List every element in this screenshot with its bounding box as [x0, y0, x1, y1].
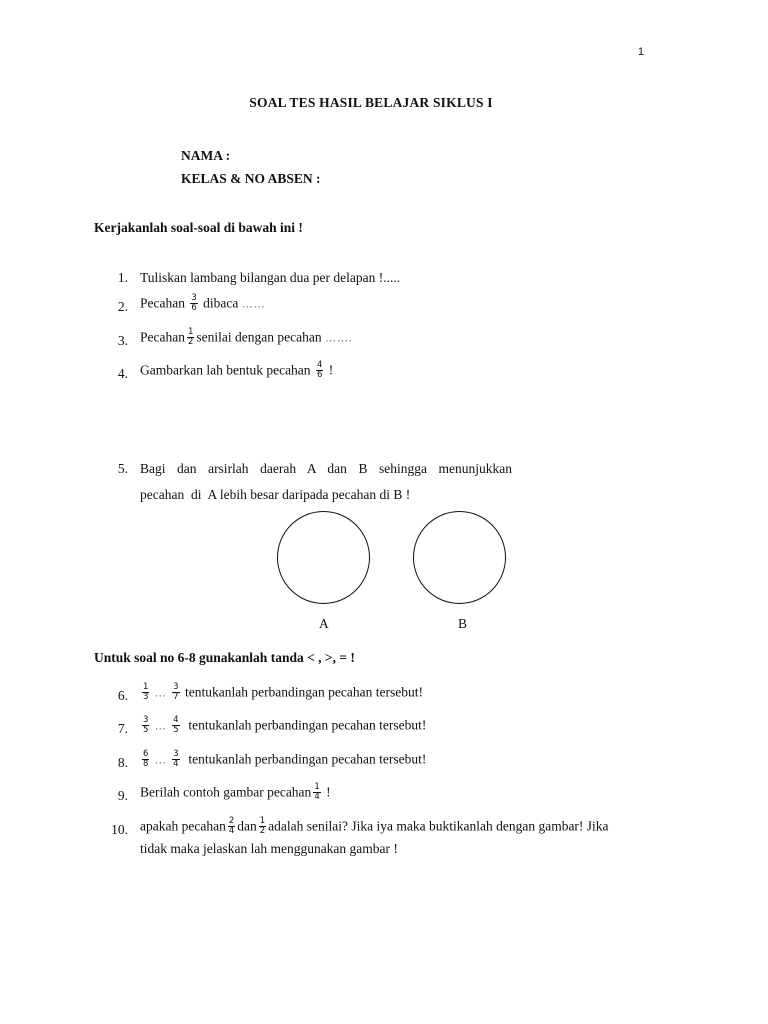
text-segment: adalah senilai? Jika iya maka buktikanlah dengan gambar! Jika [268, 818, 609, 834]
text-segment: senilai dengan pecahan [196, 329, 322, 345]
numerator: 1 [187, 327, 194, 337]
fraction-right [172, 683, 179, 702]
circle-a [277, 511, 370, 604]
fraction-left [142, 716, 149, 735]
question-text-line-2: tidak maka jelaskan lah menggunakan gambar ! [140, 841, 398, 856]
question-text: Bagi dan arsirlah daerah A dan B sehingga menunjukkan [140, 461, 512, 476]
question-text-line-2: pecahan di A lebih besar daripada pecahan di B ! [140, 487, 411, 502]
numerator: 1 [143, 682, 149, 692]
text-segment: ! [326, 784, 331, 800]
question-number: 1. [117, 270, 128, 285]
fraction-right [259, 817, 266, 836]
numerator: 6 [143, 749, 149, 759]
instruction-2: Untuk soal no 6-8 gunakanlah tanda < , >, = ! [94, 650, 355, 665]
denominator: 8 [143, 759, 149, 769]
question-number: 6. [117, 688, 128, 703]
fraction [187, 328, 194, 347]
fraction-right [172, 750, 179, 769]
denominator: 6 [316, 370, 323, 380]
compare-dots: … [154, 687, 167, 700]
question-number: 2. [117, 299, 128, 314]
question-text [140, 751, 426, 770]
text-segment: tentukanlah perbandingan pecahan tersebut! [188, 751, 427, 767]
fraction-left [228, 817, 235, 836]
question-text [140, 329, 353, 348]
text-segment: Pecahan [140, 329, 185, 345]
text-segment: Gambarkan lah bentuk pecahan [140, 362, 311, 378]
denominator: 5 [173, 725, 179, 735]
denominator: 6 [191, 303, 197, 313]
text-segment: tentukanlah perbandingan pecahan tersebut! [184, 684, 423, 700]
question-text [140, 362, 333, 381]
question-number: 5. [117, 461, 128, 476]
question-text [140, 295, 266, 314]
class-label: KELAS & NO ABSEN : [181, 171, 321, 186]
text-segment: Pecahan [140, 295, 185, 311]
question-number: 4. [117, 366, 128, 381]
numerator: 4 [173, 715, 179, 725]
fraction [316, 361, 323, 380]
question-text [140, 717, 426, 736]
numerator: 4 [316, 360, 323, 370]
numerator: 1 [259, 816, 266, 826]
answer-dots: ……. [324, 332, 353, 345]
page-title: SOAL TES HASIL BELAJAR SIKLUS I [249, 95, 493, 110]
numerator: 3 [191, 293, 197, 303]
fraction-left [142, 683, 149, 702]
compare-dots: … [154, 754, 167, 767]
page-number: 1 [637, 46, 644, 58]
question-number: 8. [117, 755, 128, 770]
denominator: 2 [259, 826, 266, 836]
circle-label-a: A [319, 616, 329, 631]
question-number: 9. [117, 788, 128, 803]
denominator: 3 [143, 692, 149, 702]
circle-label-b: B [458, 616, 468, 631]
fraction-left [142, 750, 149, 769]
text-segment: tentukanlah perbandingan pecahan tersebut! [188, 717, 427, 733]
question-number: 10. [111, 822, 128, 837]
denominator: 4 [228, 826, 235, 836]
denominator: 2 [187, 337, 194, 347]
fraction-right [172, 716, 179, 735]
fraction [313, 783, 320, 802]
question-text [140, 784, 331, 803]
text-segment: dan [237, 818, 257, 834]
answer-dots: …… [241, 298, 266, 311]
text-segment: Berilah contoh gambar pecahan [140, 784, 312, 800]
denominator: 4 [314, 792, 320, 802]
question-text [140, 684, 423, 703]
text-segment: dibaca [203, 295, 239, 311]
numerator: 3 [173, 682, 179, 692]
question-number: 3. [117, 333, 128, 348]
denominator: 7 [173, 692, 179, 702]
denominator: 5 [143, 725, 149, 735]
compare-dots: … [154, 720, 167, 733]
name-label: NAMA : [181, 148, 231, 163]
instruction-1: Kerjakanlah soal-soal di bawah ini ! [94, 220, 303, 235]
numerator: 3 [173, 749, 179, 759]
text-segment: apakah pecahan [140, 818, 226, 834]
numerator: 1 [314, 782, 320, 792]
question-number: 7. [117, 721, 128, 736]
question-text: Tuliskan lambang bilangan dua per delapan !..... [140, 270, 401, 285]
question-text [140, 818, 609, 837]
text-segment: ! [328, 362, 334, 378]
numerator: 2 [228, 816, 235, 826]
circle-b [413, 511, 506, 604]
fraction [190, 294, 197, 313]
numerator: 3 [143, 715, 149, 725]
denominator: 4 [173, 759, 179, 769]
